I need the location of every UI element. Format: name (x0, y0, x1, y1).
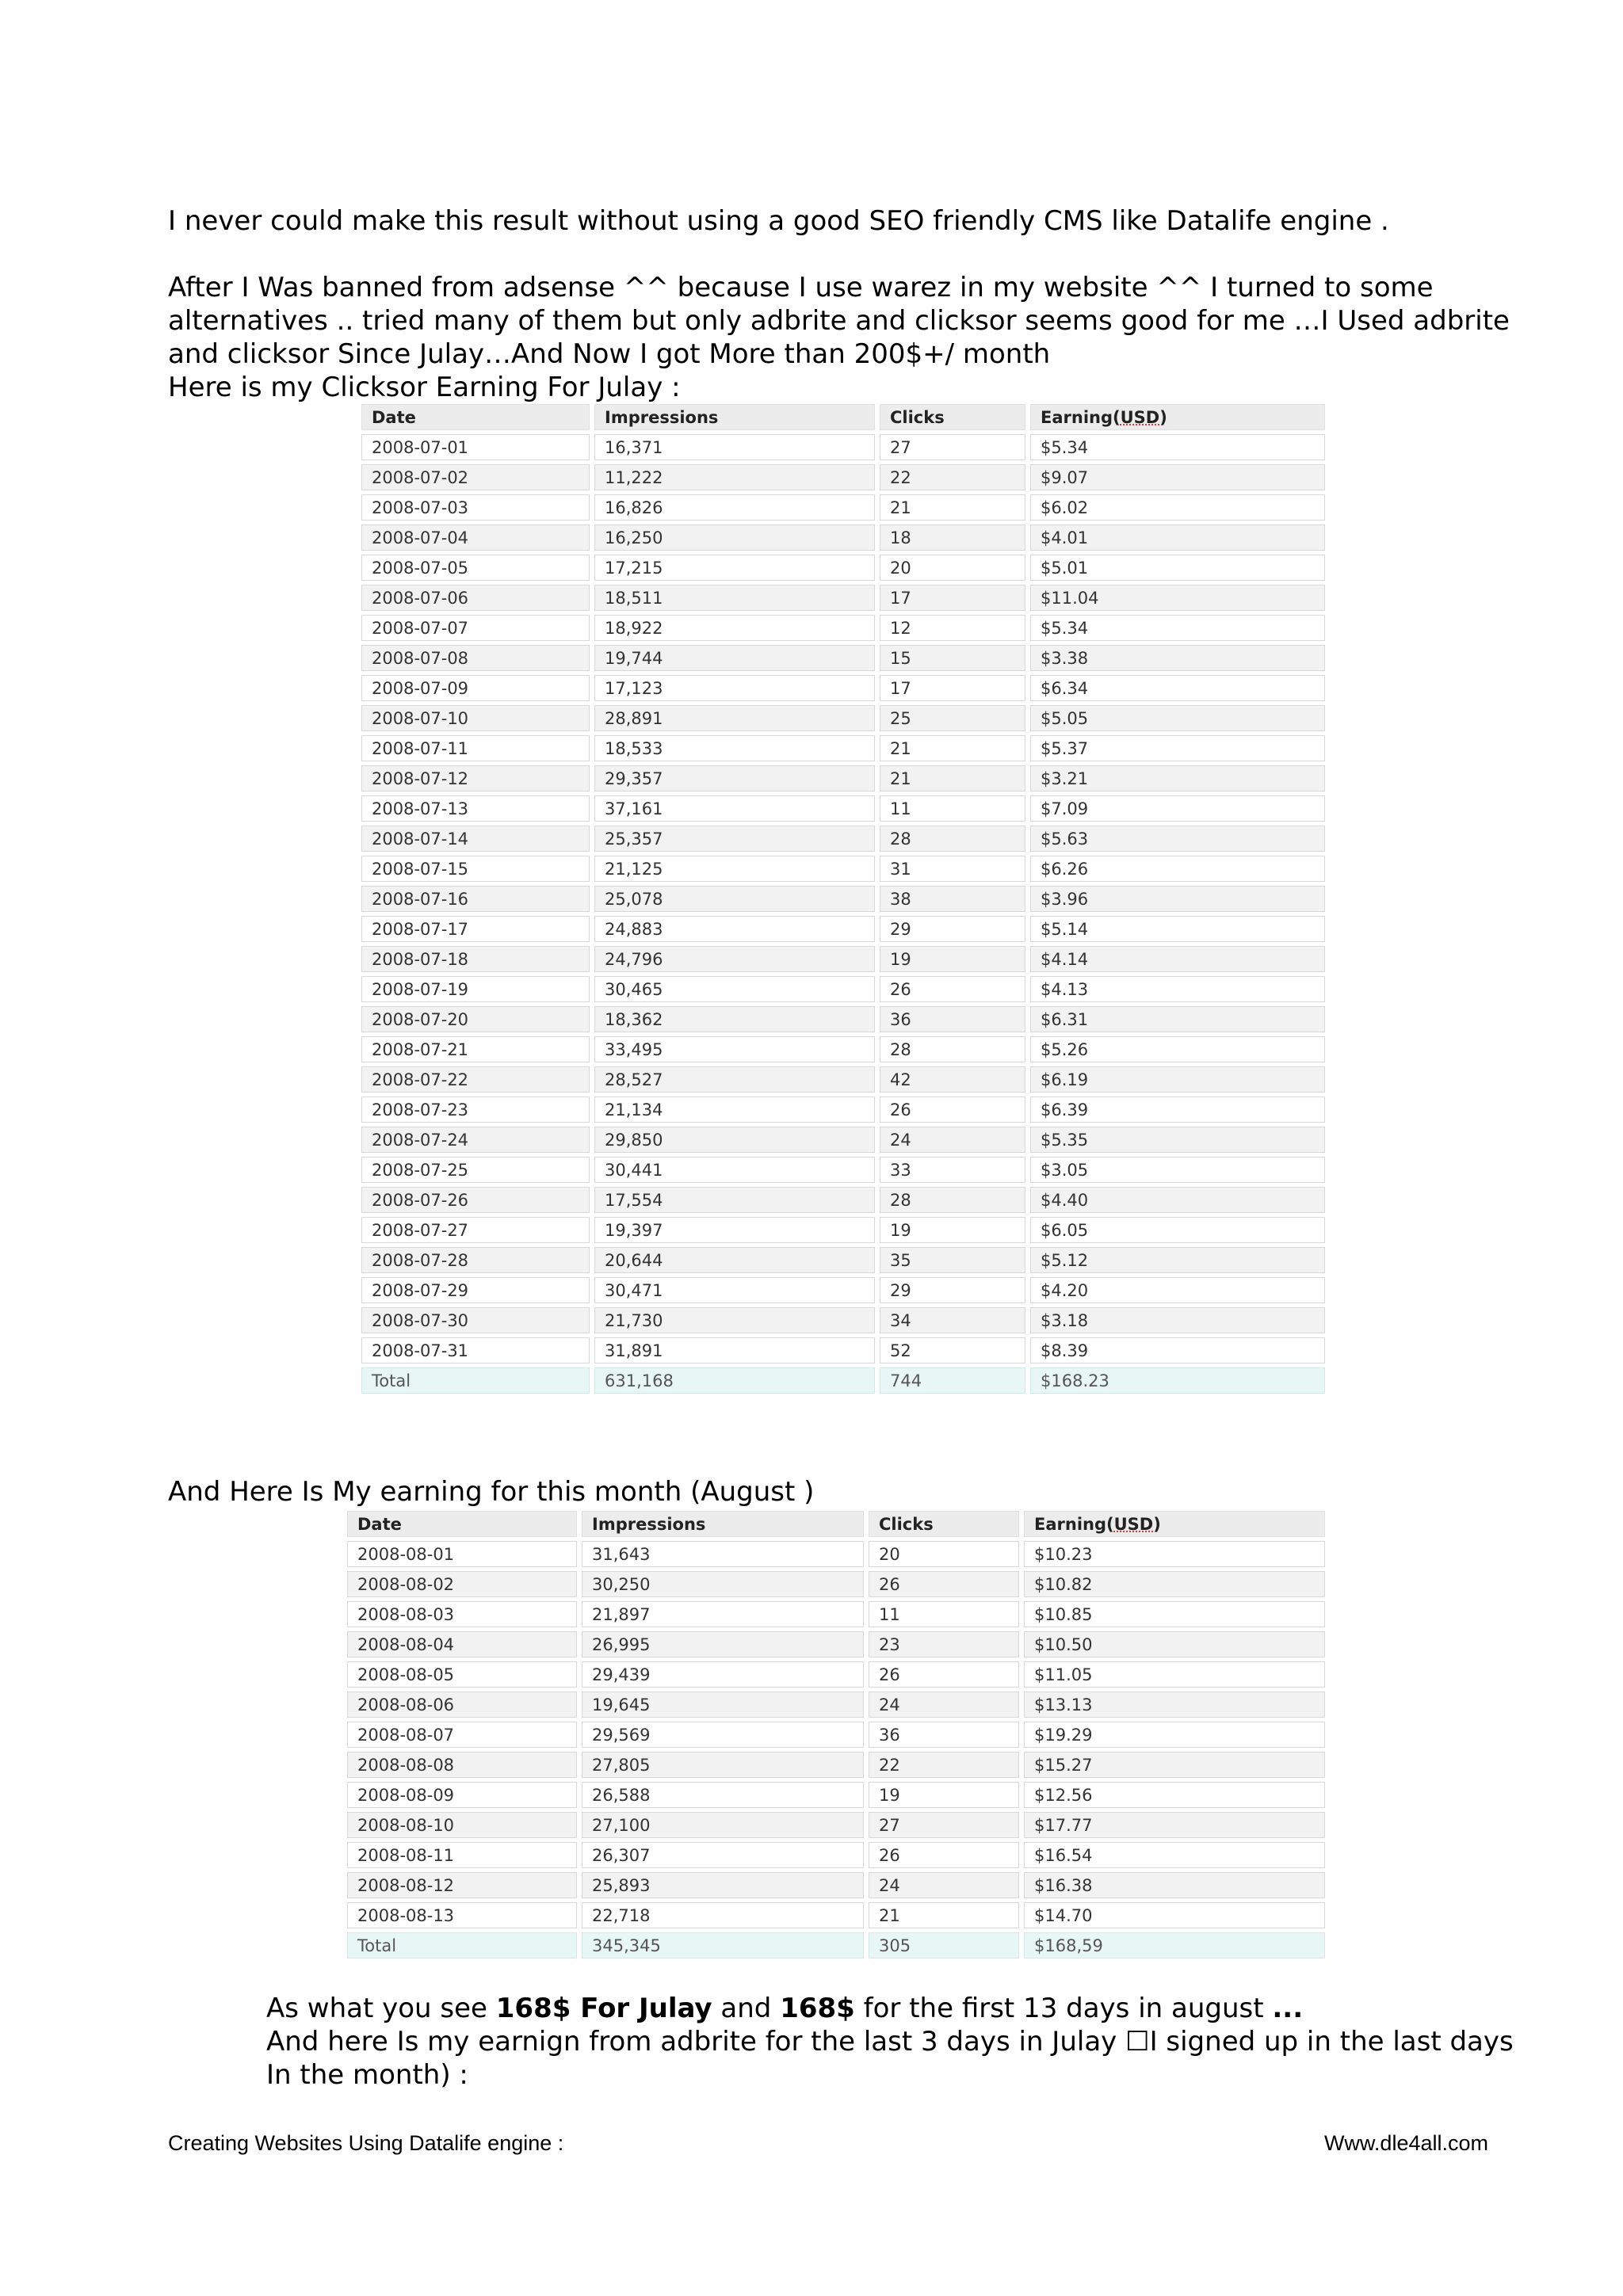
earning-cell: $5.01 (1030, 555, 1325, 581)
earning-cell: $10.50 (1024, 1631, 1325, 1657)
intro-paragraph: I never could make this result without using a good SEO friendly CMS like Datalife engine . (168, 205, 1389, 237)
clicks-cell: 21 (880, 494, 1025, 521)
date-cell: 2008-07-15 (361, 856, 590, 882)
clicks-cell: 29 (880, 916, 1025, 942)
table-row (347, 1752, 1325, 1778)
earning-cell: $5.63 (1030, 826, 1325, 852)
clicks-cell: 11 (880, 795, 1025, 822)
impressions-cell: 26,307 (582, 1842, 864, 1868)
impressions-cell: 18,362 (594, 1006, 875, 1032)
date-cell: 2008-07-22 (361, 1066, 590, 1093)
date-cell: 2008-08-06 (347, 1691, 577, 1718)
impressions-cell: 16,826 (594, 494, 875, 521)
total-row (361, 1367, 1325, 1394)
impressions-cell: 31,891 (594, 1337, 875, 1363)
clicks-cell: 36 (869, 1722, 1019, 1748)
total-date-cell: Total (347, 1932, 577, 1958)
table-row (361, 735, 1325, 761)
clicks-cell: 31 (880, 856, 1025, 882)
clicks-cell: 38 (880, 886, 1025, 912)
date-header: Date (347, 1511, 577, 1537)
date-cell: 2008-08-01 (347, 1541, 577, 1567)
date-cell: 2008-08-11 (347, 1842, 577, 1868)
clicks-cell: 26 (869, 1571, 1019, 1597)
clicks-cell: 19 (869, 1782, 1019, 1808)
footer-right: Www.dle4all.com (1323, 2131, 1488, 2155)
table-row (347, 1722, 1325, 1748)
clicks-cell: 29 (880, 1277, 1025, 1303)
date-cell: 2008-08-12 (347, 1872, 577, 1898)
earning-cell: $5.12 (1030, 1247, 1325, 1273)
table-row (347, 1782, 1325, 1808)
table-row (361, 1187, 1325, 1213)
table-row (361, 765, 1325, 791)
impressions-cell: 18,922 (594, 615, 875, 641)
impressions-cell: 30,471 (594, 1277, 875, 1303)
date-cell: 2008-08-13 (347, 1902, 577, 1928)
total-earning-cell: $168.23 (1030, 1367, 1325, 1394)
impressions-cell: 16,250 (594, 524, 875, 551)
table-row (361, 464, 1325, 490)
table-header-row (361, 404, 1325, 430)
total-row (347, 1932, 1325, 1958)
earning-header: Earning(USD) (1030, 404, 1325, 430)
earning-cell: $6.05 (1030, 1217, 1325, 1243)
earning-cell: $3.05 (1030, 1157, 1325, 1183)
clicks-cell: 26 (880, 976, 1025, 1002)
earning-cell: $16.54 (1024, 1842, 1325, 1868)
table-row (361, 1006, 1325, 1032)
table-row (361, 434, 1325, 460)
table-header-row (347, 1511, 1325, 1537)
earning-cell: $11.04 (1030, 585, 1325, 611)
earning-cell: $6.39 (1030, 1097, 1325, 1123)
clicks-cell: 24 (880, 1127, 1025, 1153)
clicks-cell: 19 (880, 1217, 1025, 1243)
table-row (361, 916, 1325, 942)
earning-cell: $13.13 (1024, 1691, 1325, 1718)
adbrite-paragraph: And here Is my earnign from adbrite for the last 3 days in Julay ☐I signed up in the last days In the month) : (266, 2026, 1514, 2091)
table-row (347, 1661, 1325, 1688)
date-cell: 2008-07-10 (361, 705, 590, 731)
summary-line: As what you see 168$ For Julay and 168$ for the first 13 days in august ... (266, 1993, 1304, 2024)
impressions-cell: 21,125 (594, 856, 875, 882)
table-row (361, 494, 1325, 521)
impressions-cell: 25,357 (594, 826, 875, 852)
date-cell: 2008-07-08 (361, 645, 590, 671)
clicks-cell: 20 (880, 555, 1025, 581)
table-row (361, 1127, 1325, 1153)
earning-cell: $6.02 (1030, 494, 1325, 521)
earning-cell: $11.05 (1024, 1661, 1325, 1688)
total-earning-cell: $168,59 (1024, 1932, 1325, 1958)
impressions-cell: 29,439 (582, 1661, 864, 1688)
date-cell: 2008-07-03 (361, 494, 590, 521)
date-cell: 2008-08-07 (347, 1722, 577, 1748)
impressions-header: Impressions (594, 404, 875, 430)
clicks-cell: 21 (880, 735, 1025, 761)
table-row (361, 1307, 1325, 1333)
clicks-cell: 18 (880, 524, 1025, 551)
clicks-cell: 20 (869, 1541, 1019, 1567)
date-cell: 2008-08-04 (347, 1631, 577, 1657)
impressions-cell: 22,718 (582, 1902, 864, 1928)
clicks-header: Clicks (869, 1511, 1019, 1537)
footer-left: Creating Websites Using Datalife engine : (168, 2131, 564, 2155)
clicks-cell: 22 (880, 464, 1025, 490)
earning-cell: $6.19 (1030, 1066, 1325, 1093)
total-impressions-cell: 631,168 (594, 1367, 875, 1394)
table-row (361, 1036, 1325, 1062)
earning-cell: $6.34 (1030, 675, 1325, 701)
date-cell: 2008-07-16 (361, 886, 590, 912)
earning-cell: $7.09 (1030, 795, 1325, 822)
clicks-cell: 24 (869, 1691, 1019, 1718)
earning-cell: $4.01 (1030, 524, 1325, 551)
date-cell: 2008-07-13 (361, 795, 590, 822)
date-cell: 2008-08-03 (347, 1601, 577, 1627)
table-row (361, 946, 1325, 972)
impressions-cell: 18,511 (594, 585, 875, 611)
date-cell: 2008-07-02 (361, 464, 590, 490)
clicks-cell: 42 (880, 1066, 1025, 1093)
earning-cell: $10.82 (1024, 1571, 1325, 1597)
clicks-cell: 35 (880, 1247, 1025, 1273)
impressions-cell: 17,554 (594, 1187, 875, 1213)
date-cell: 2008-07-30 (361, 1307, 590, 1333)
date-cell: 2008-07-04 (361, 524, 590, 551)
impressions-cell: 18,533 (594, 735, 875, 761)
table-row (347, 1812, 1325, 1838)
date-cell: 2008-08-05 (347, 1661, 577, 1688)
date-cell: 2008-07-20 (361, 1006, 590, 1032)
clicks-cell: 15 (880, 645, 1025, 671)
clicks-cell: 26 (869, 1842, 1019, 1868)
table-row (361, 1277, 1325, 1303)
story-paragraph: After I Was banned from adsense ^^ because I use warez in my website ^^ I turned to some alternatives .. tried many of them but only adbrite and clicksor seems good for me …I Used adbrite and clicksor Since Julay…And Now I got More than 200$+/ month (168, 272, 1510, 370)
earning-cell: $5.34 (1030, 434, 1325, 460)
earning-cell: $4.13 (1030, 976, 1325, 1002)
clicks-cell: 52 (880, 1337, 1025, 1363)
date-cell: 2008-07-06 (361, 585, 590, 611)
table-row (361, 645, 1325, 671)
earning-cell: $5.05 (1030, 705, 1325, 731)
impressions-cell: 29,850 (594, 1127, 875, 1153)
earning-cell: $3.18 (1030, 1307, 1325, 1333)
impressions-cell: 20,644 (594, 1247, 875, 1273)
table-row (361, 795, 1325, 822)
earning-cell: $9.07 (1030, 464, 1325, 490)
clicks-cell: 28 (880, 1036, 1025, 1062)
impressions-cell: 25,078 (594, 886, 875, 912)
impressions-cell: 30,441 (594, 1157, 875, 1183)
impressions-cell: 21,897 (582, 1601, 864, 1627)
clicks-cell: 36 (880, 1006, 1025, 1032)
impressions-cell: 29,357 (594, 765, 875, 791)
impressions-cell: 19,645 (582, 1691, 864, 1718)
date-cell: 2008-07-25 (361, 1157, 590, 1183)
impressions-header: Impressions (582, 1511, 864, 1537)
date-cell: 2008-07-11 (361, 735, 590, 761)
clicks-cell: 27 (880, 434, 1025, 460)
clicks-cell: 17 (880, 675, 1025, 701)
table-row (361, 524, 1325, 551)
clicks-cell: 23 (869, 1631, 1019, 1657)
earning-cell: $5.14 (1030, 916, 1325, 942)
table-row (361, 1337, 1325, 1363)
clicks-cell: 19 (880, 946, 1025, 972)
table-row (361, 1247, 1325, 1273)
table-row (347, 1601, 1325, 1627)
august-heading: And Here Is My earning for this month (August ) (168, 1476, 815, 1508)
table-row (361, 1097, 1325, 1123)
clicks-cell: 28 (880, 1187, 1025, 1213)
date-cell: 2008-07-27 (361, 1217, 590, 1243)
earning-cell: $3.21 (1030, 765, 1325, 791)
earning-header: Earning(USD) (1024, 1511, 1325, 1537)
earning-cell: $3.38 (1030, 645, 1325, 671)
total-impressions-cell: 345,345 (582, 1932, 864, 1958)
table-row (361, 705, 1325, 731)
impressions-cell: 21,730 (594, 1307, 875, 1333)
impressions-cell: 26,588 (582, 1782, 864, 1808)
clicks-cell: 26 (880, 1097, 1025, 1123)
date-cell: 2008-08-09 (347, 1782, 577, 1808)
table-row (347, 1631, 1325, 1657)
earning-cell: $5.34 (1030, 615, 1325, 641)
date-cell: 2008-07-05 (361, 555, 590, 581)
impressions-cell: 37,161 (594, 795, 875, 822)
clicks-cell: 26 (869, 1661, 1019, 1688)
table-row (347, 1571, 1325, 1597)
date-cell: 2008-07-14 (361, 826, 590, 852)
impressions-cell: 28,891 (594, 705, 875, 731)
impressions-cell: 28,527 (594, 1066, 875, 1093)
earning-cell: $10.85 (1024, 1601, 1325, 1627)
earning-cell: $14.70 (1024, 1902, 1325, 1928)
impressions-cell: 17,123 (594, 675, 875, 701)
impressions-cell: 27,805 (582, 1752, 864, 1778)
table-row (347, 1842, 1325, 1868)
total-clicks-cell: 744 (880, 1367, 1025, 1394)
total-clicks-cell: 305 (869, 1932, 1019, 1958)
date-cell: 2008-07-01 (361, 434, 590, 460)
july-earnings-table (357, 400, 1330, 1398)
earning-cell: $8.39 (1030, 1337, 1325, 1363)
earning-cell: $4.20 (1030, 1277, 1325, 1303)
table-row (361, 615, 1325, 641)
earning-cell: $10.23 (1024, 1541, 1325, 1567)
table-row (361, 976, 1325, 1002)
earning-cell: $4.14 (1030, 946, 1325, 972)
earning-cell: $4.40 (1030, 1187, 1325, 1213)
clicks-cell: 27 (869, 1812, 1019, 1838)
date-cell: 2008-07-31 (361, 1337, 590, 1363)
impressions-cell: 17,215 (594, 555, 875, 581)
date-cell: 2008-07-19 (361, 976, 590, 1002)
date-cell: 2008-07-23 (361, 1097, 590, 1123)
clicks-cell: 21 (880, 765, 1025, 791)
earning-cell: $5.26 (1030, 1036, 1325, 1062)
clicks-cell: 25 (880, 705, 1025, 731)
clicks-cell: 17 (880, 585, 1025, 611)
table-row (361, 826, 1325, 852)
impressions-cell: 27,100 (582, 1812, 864, 1838)
date-cell: 2008-07-12 (361, 765, 590, 791)
august-earnings-table (342, 1507, 1330, 1962)
impressions-cell: 24,796 (594, 946, 875, 972)
impressions-cell: 33,495 (594, 1036, 875, 1062)
table-row (347, 1541, 1325, 1567)
impressions-cell: 30,465 (594, 976, 875, 1002)
earning-cell: $16.38 (1024, 1872, 1325, 1898)
date-cell: 2008-07-24 (361, 1127, 590, 1153)
clicks-cell: 24 (869, 1872, 1019, 1898)
earning-cell: $15.27 (1024, 1752, 1325, 1778)
date-cell: 2008-07-18 (361, 946, 590, 972)
earning-cell: $6.26 (1030, 856, 1325, 882)
total-date-cell: Total (361, 1367, 590, 1394)
impressions-cell: 11,222 (594, 464, 875, 490)
earning-cell: $5.37 (1030, 735, 1325, 761)
date-cell: 2008-08-02 (347, 1571, 577, 1597)
table-row (361, 1157, 1325, 1183)
table-row (347, 1872, 1325, 1898)
date-cell: 2008-07-17 (361, 916, 590, 942)
earning-cell: $17.77 (1024, 1812, 1325, 1838)
table-row (361, 1066, 1325, 1093)
date-cell: 2008-07-09 (361, 675, 590, 701)
july-heading: Here is my Clicksor Earning For Julay : (168, 372, 681, 403)
clicks-cell: 34 (880, 1307, 1025, 1333)
earning-cell: $5.35 (1030, 1127, 1325, 1153)
earning-cell: $12.56 (1024, 1782, 1325, 1808)
impressions-cell: 19,397 (594, 1217, 875, 1243)
table-row (361, 585, 1325, 611)
clicks-cell: 28 (880, 826, 1025, 852)
date-cell: 2008-08-10 (347, 1812, 577, 1838)
impressions-cell: 16,371 (594, 434, 875, 460)
table-row (361, 856, 1325, 882)
table-row (361, 886, 1325, 912)
table-row (347, 1691, 1325, 1718)
impressions-cell: 25,893 (582, 1872, 864, 1898)
date-cell: 2008-07-26 (361, 1187, 590, 1213)
earning-cell: $19.29 (1024, 1722, 1325, 1748)
table-row (361, 675, 1325, 701)
clicks-header: Clicks (880, 404, 1025, 430)
earning-cell: $3.96 (1030, 886, 1325, 912)
clicks-cell: 22 (869, 1752, 1019, 1778)
impressions-cell: 29,569 (582, 1722, 864, 1748)
date-cell: 2008-07-07 (361, 615, 590, 641)
table-row (361, 1217, 1325, 1243)
table-row (361, 555, 1325, 581)
clicks-cell: 12 (880, 615, 1025, 641)
impressions-cell: 21,134 (594, 1097, 875, 1123)
clicks-cell: 33 (880, 1157, 1025, 1183)
impressions-cell: 19,744 (594, 645, 875, 671)
date-cell: 2008-07-29 (361, 1277, 590, 1303)
date-cell: 2008-07-21 (361, 1036, 590, 1062)
clicks-cell: 21 (869, 1902, 1019, 1928)
date-cell: 2008-07-28 (361, 1247, 590, 1273)
date-header: Date (361, 404, 590, 430)
earning-cell: $6.31 (1030, 1006, 1325, 1032)
impressions-cell: 24,883 (594, 916, 875, 942)
clicks-cell: 11 (869, 1601, 1019, 1627)
impressions-cell: 26,995 (582, 1631, 864, 1657)
impressions-cell: 31,643 (582, 1541, 864, 1567)
table-row (347, 1902, 1325, 1928)
impressions-cell: 30,250 (582, 1571, 864, 1597)
date-cell: 2008-08-08 (347, 1752, 577, 1778)
